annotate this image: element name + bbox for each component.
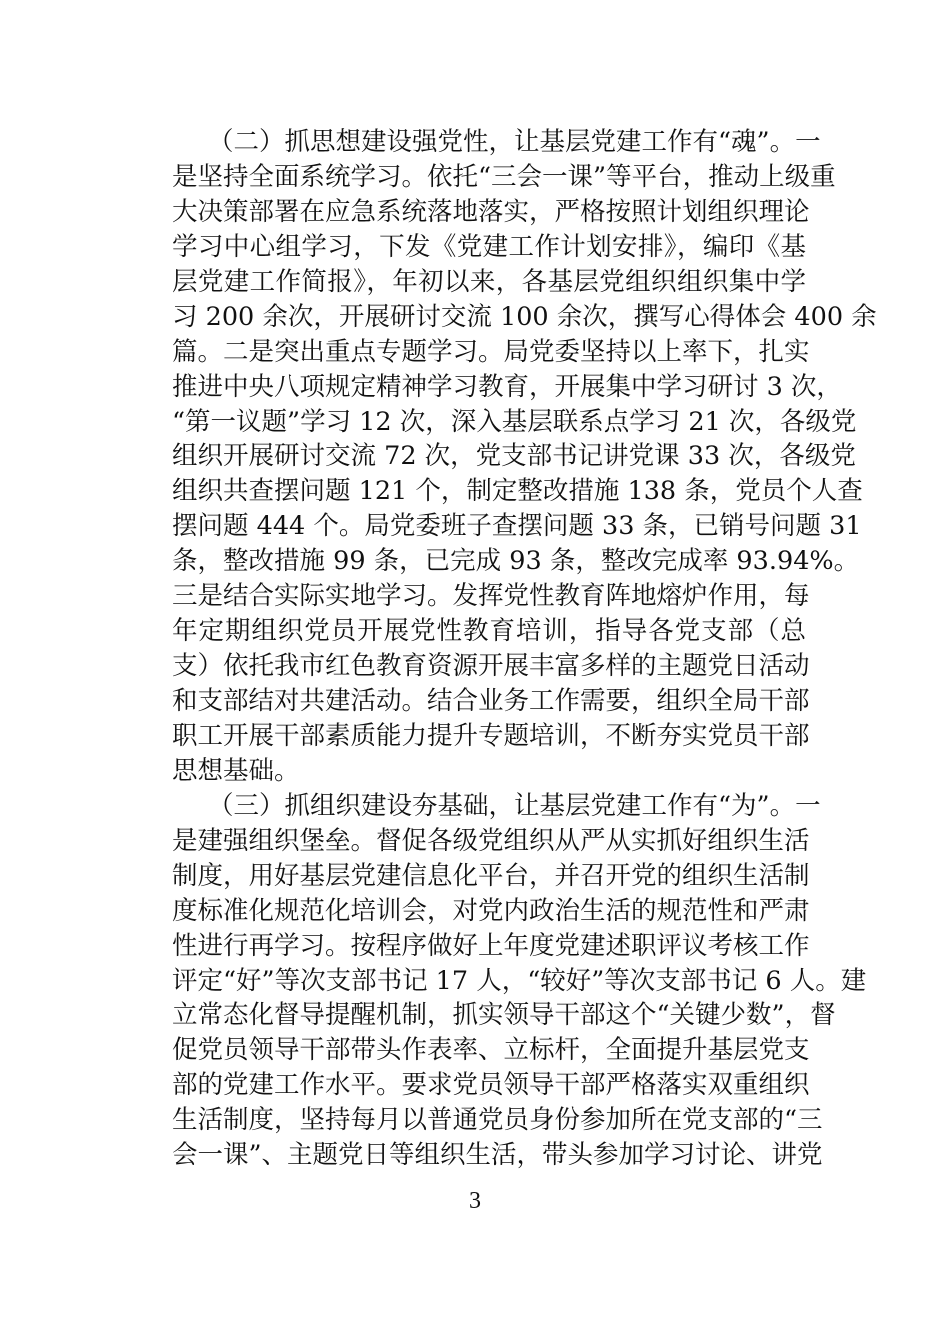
text-line: 是建强组织堡垒。督促各级党组织从严从实抓好组织生活 (172, 825, 810, 856)
text-line: 会一课”、主题党日等组织生活，带头参加学习讨论、讲党 (172, 1140, 823, 1171)
text-line: 大决策部署在应急系统落地落实，严格按照计划组织理论 (172, 196, 810, 227)
body-text (172, 125, 877, 1173)
text-line: 组织开展研讨交流 72 次，党支部书记讲党课 33 次，各级党 (172, 441, 856, 472)
text-line: 思想基础。 (172, 755, 300, 786)
text-line: 是坚持全面系统学习。依托“三会一课”等平台，推动上级重 (172, 161, 836, 192)
text-line: 层党建工作简报》，年初以来，各基层党组织组织集中学 (172, 266, 806, 297)
text-line: 职工开展干部素质能力提升专题培训，不断夯实党员干部 (172, 720, 810, 751)
text-line: 和支部结对共建活动。结合业务工作需要，组织全局干部 (172, 686, 810, 716)
text-line: 三是结合实际实地学习。发挥党性教育阵地熔炉作用，每 (172, 581, 810, 612)
page-number: 3 (469, 1188, 481, 1214)
text-line: 生活制度，坚持每月以普通党员身份参加所在党支部的“三 (172, 1105, 823, 1136)
text-line: （二）抓思想建设强党性，让基层党建工作有“魂”。一 (208, 127, 821, 157)
text-line: 度标准化规范化培训会，对党内政治生活的规范性和严肃 (172, 895, 810, 926)
text-line: “第一议题”学习 12 次，深入基层联系点学习 21 次，各级党 (172, 406, 857, 437)
text-line: 条，整改措施 99 条，已完成 93 条，整改完成率 93.94%。 (172, 546, 860, 577)
text-line: 支）依托我市红色教育资源开展丰富多样的主题党日活动 (172, 651, 810, 682)
text-line: （三）抓组织建设夯基础，让基层党建工作有“为”。一 (208, 790, 821, 821)
text-line: 制度，用好基层党建信息化平台，并召开党的组织生活制 (172, 860, 810, 891)
text-line: 评定“好”等次支部书记 17 人，“较好”等次支部书记 6 人。建 (172, 965, 867, 996)
text-line: 年定期组织党员开展党性教育培训，指导各党支部（总 (172, 616, 806, 647)
text-line: 部的党建工作水平。要求党员领导干部严格落实双重组织 (172, 1070, 810, 1101)
text-line: 促党员领导干部带头作表率、立标杆，全面提升基层党支 (172, 1035, 810, 1066)
text-line: 组织共查摆问题 121 个，制定整改措施 138 条，党员个人查 (172, 476, 863, 507)
text-line: 学习中心组学习，下发《党建工作计划安排》，编印《基 (172, 231, 806, 262)
text-line: 性进行再学习。按程序做好上年度党建述职评议考核工作 (172, 930, 810, 961)
text-line: 篇。二是突出重点专题学习。局党委坚持以上率下，扎实 (172, 336, 810, 367)
text-line: 推进中央八项规定精神学习教育，开展集中学习研讨 3 次， (172, 371, 842, 402)
paragraph (172, 789, 867, 1173)
paragraph (172, 125, 877, 789)
text-line: 习 200 余次，开展研讨交流 100 余次，撰写心得体会 400 余 (172, 301, 877, 332)
text-line: 摆问题 444 个。局党委班子查摆问题 33 条，已销号问题 31 (172, 511, 862, 542)
text-line: 立常态化督导提醒机制，抓实领导干部这个“关键少数”，督 (172, 1000, 836, 1031)
